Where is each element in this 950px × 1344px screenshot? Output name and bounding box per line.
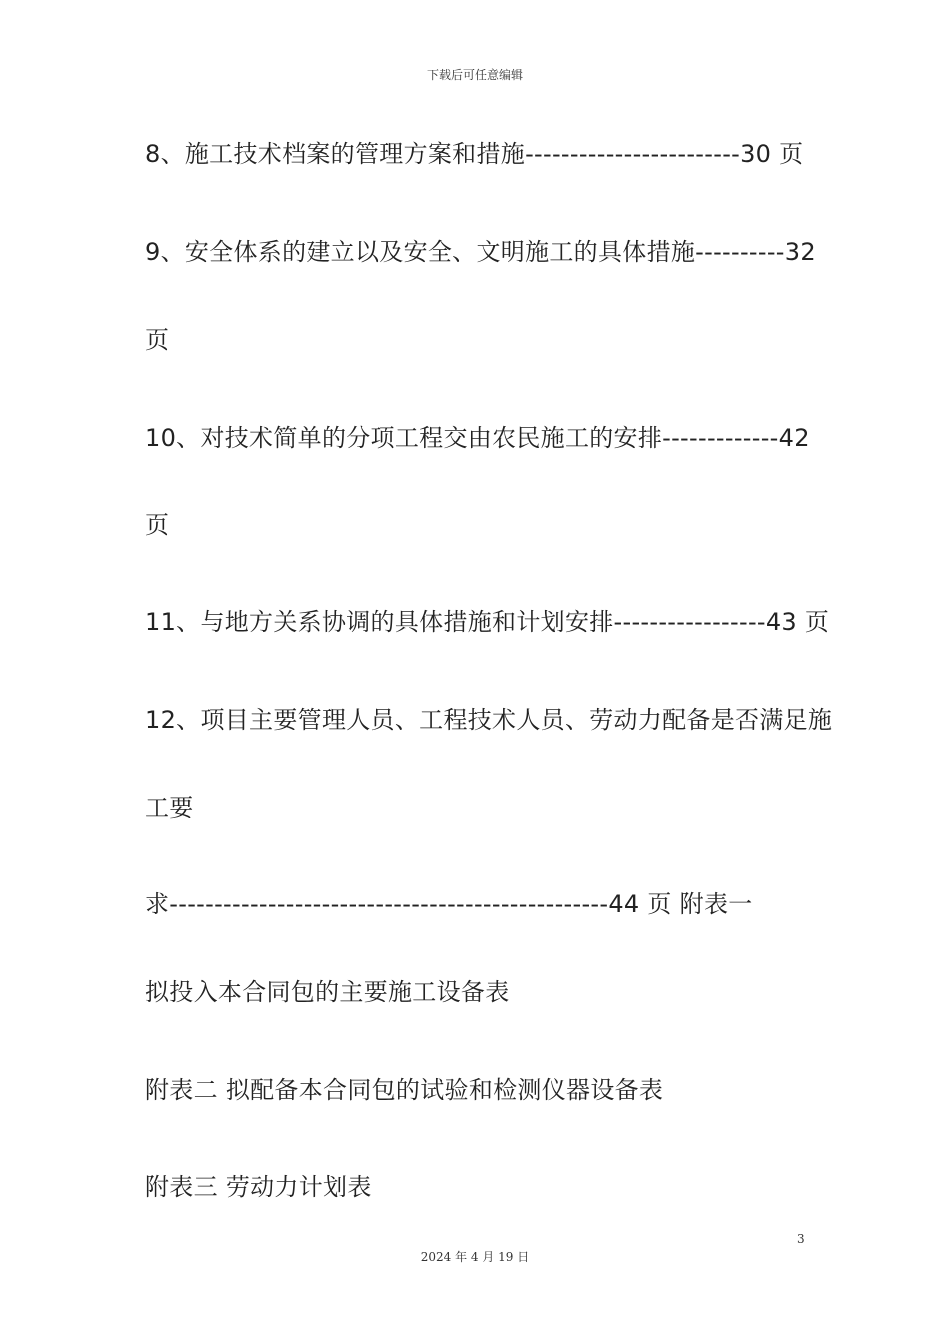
toc-line-12-cont: 工要 — [145, 794, 194, 822]
page-header: 下载后可任意编辑 — [426, 68, 523, 82]
toc-line-8: 8、施工技术档案的管理方案和措施------------------------30 页 — [145, 140, 804, 168]
toc-line-10: 10、对技术简单的分项工程交由农民施工的安排-------------42 — [145, 424, 810, 452]
toc-appendix-3: 附表三 劳动力计划表 — [145, 1173, 372, 1201]
toc-line-12: 12、项目主要管理人员、工程技术人员、劳动力配备是否满足施 — [145, 706, 833, 734]
toc-line-9-cont: 页 — [145, 326, 170, 354]
toc-line-12-end: 求-------------------------------------------------44 页 附表一 — [145, 890, 753, 918]
toc-appendix-1: 拟投入本合同包的主要施工设备表 — [145, 978, 510, 1006]
footer-date: 2024 年 4 月 19 日 — [420, 1250, 530, 1264]
toc-line-10-cont: 页 — [145, 511, 170, 539]
toc-line-11: 11、与地方关系协调的具体措施和计划安排-----------------43 页 — [145, 608, 830, 636]
page-number: 3 — [797, 1232, 805, 1246]
toc-appendix-2: 附表二 拟配备本合同包的试验和检测仪器设备表 — [145, 1076, 664, 1104]
toc-line-9: 9、安全体系的建立以及安全、文明施工的具体措施----------32 — [145, 238, 816, 266]
